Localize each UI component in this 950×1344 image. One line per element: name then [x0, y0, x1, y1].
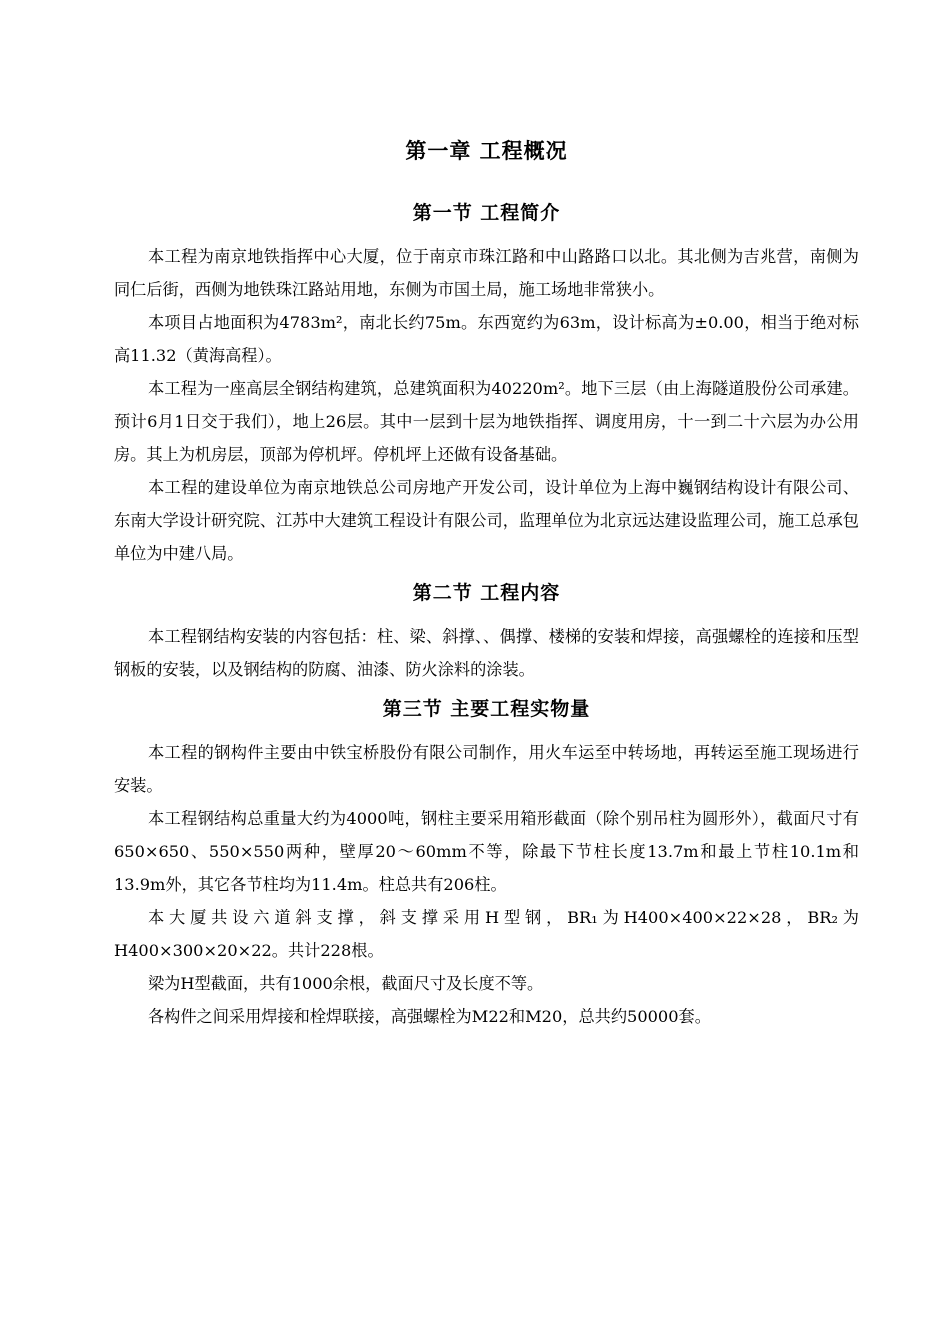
paragraph: 梁为H型截面，共有1000余根，截面尺寸及长度不等。 [148, 974, 544, 993]
section-title: 第三节 主要工程实物量 [382, 698, 591, 720]
paragraph: 本项目占地面积为4783m²，南北长约75m。东西宽约为63m，设计标高为±0.00，相当于绝对标高11.32（黄海高程）。 [114, 313, 859, 365]
paragraph: 本工程的建设单位为南京地铁总公司房地产开发公司，设计单位为上海中巍钢结构设计有限公司、东南大学设计研究院、江苏中大建筑工程设计有限公司，监理单位为北京远达建设监理公司，施工总承包单位为中建八局。 [114, 478, 859, 563]
section-overview [114, 196, 859, 570]
document-body [114, 132, 859, 1033]
section-scope [114, 576, 859, 686]
section-title: 第一节 工程简介 [412, 202, 561, 224]
paragraph: 本大厦共设六道斜支撑，斜支撑采用H型钢，BR₁为H400×400×22×28，BR₂为H400×300×20×22。共计228根。 [114, 908, 859, 960]
paragraph: 本工程为一座高层全钢结构建筑，总建筑面积为40220m²。地下三层（由上海隧道股份公司承建。预计6月1日交于我们），地上26层。其中一层到十层为地铁指挥、调度用房，十一到二十六层为办公用房。其上为机房层，顶部为停机坪。停机坪上还做有设备基础。 [114, 379, 859, 464]
section-title: 第二节 工程内容 [412, 582, 561, 604]
paragraph: 各构件之间采用焊接和栓焊联接，高强螺栓为M22和M20，总共约50000套。 [148, 1007, 711, 1026]
paragraph: 本工程钢结构安装的内容包括：柱、梁、斜撑、、偶撑、楼梯的安装和焊接，高强螺栓的连接和压型钢板的安装，以及钢结构的防腐、油漆、防火涂料的涂装。 [114, 627, 859, 679]
section-quantities [114, 692, 859, 1033]
chapter-title: 第一章 工程概况 [405, 139, 568, 163]
paragraph: 本工程钢结构总重量大约为4000吨，钢柱主要采用箱形截面（除个别吊柱为圆形外），截面尺寸有650×650、550×550两种，壁厚20～60mm不等，除最下节柱长度13.7m和最上节柱10.1m和13.9m外，其它各节柱均为11.4m。柱总共有206柱。 [114, 809, 859, 894]
paragraph: 本工程的钢构件主要由中铁宝桥股份有限公司制作，用火车运至中转场地，再转运至施工现场进行安装。 [114, 743, 859, 795]
paragraph: 本工程为南京地铁指挥中心大厦，位于南京市珠江路和中山路路口以北。其北侧为吉兆营，南侧为同仁后街，西侧为地铁珠江路站用地，东侧为市国土局，施工场地非常狭小。 [114, 247, 859, 299]
